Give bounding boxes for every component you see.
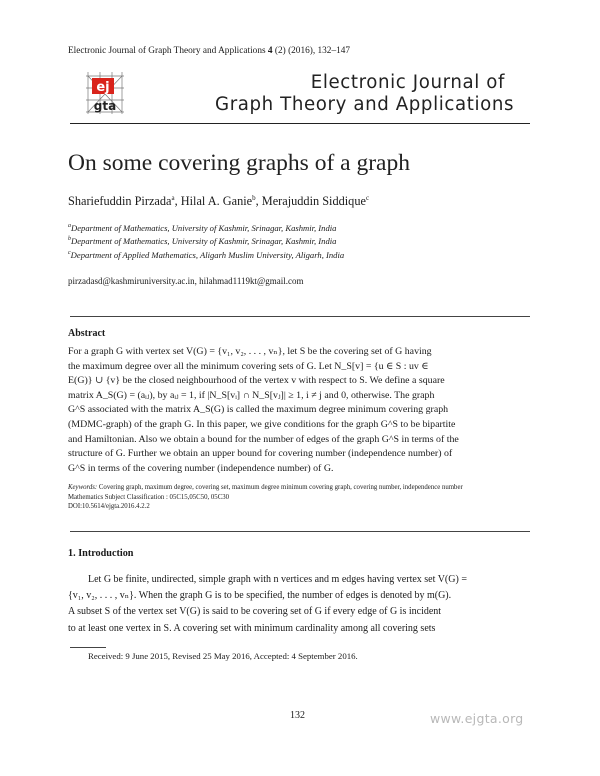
affiliation-b xyxy=(68,236,336,246)
affiliation-c-sup: c xyxy=(68,250,71,257)
abstract-line: matrix A_S(G) = (aᵢⱼ), by aᵢⱼ = 1, if |N_S[vᵢ] ∩ N_S[vⱼ]| ≥ 1, i ≠ j and 0, otherwise. The graph xyxy=(68,389,435,401)
journal-reference xyxy=(68,46,350,56)
abstract-line: E(G)} ∪ {v} be the closed neighbourhood of the vertex v with respect to S. We define a square xyxy=(68,375,445,387)
abstract-top-rule xyxy=(70,316,530,317)
keywords-text: Covering graph, maximum degree, covering set, maximum degree minimum covering graph, covering number, independence number xyxy=(97,484,463,491)
abstract-line: G^S associated with the matrix A_S(G) is called the maximum degree minimum covering graph xyxy=(68,404,449,416)
abstract-line: and Hamiltonian. Also we obtain a bound for the number of edges of the graph G^S in terms of the xyxy=(68,433,459,445)
introduction-body xyxy=(68,572,530,637)
keywords-label: Keywords: xyxy=(68,484,98,491)
abstract-line: For a graph G with vertex set V(G) = {v₁, v₂, . . . , vₙ}, let S be the covering set of G having xyxy=(68,346,432,357)
page-number: 132 xyxy=(290,710,305,721)
journal-ref-name: Electronic Journal of Graph Theory and Applications xyxy=(68,46,268,56)
journal-ref-issue: (2) (2016), 132–147 xyxy=(272,46,351,56)
journal-title-line1: Electronic Journal of xyxy=(310,72,505,93)
header-rule xyxy=(70,123,530,124)
svg-text:ej: ej xyxy=(96,80,110,95)
abstract-line: the maximum degree over all the minimum covering sets of G. Let N_S[v] = {u ∈ S : uv ∈ xyxy=(68,360,429,372)
author-1-sup: a xyxy=(171,194,175,202)
abstract-bottom-rule xyxy=(70,531,530,532)
affiliation-c xyxy=(68,250,344,260)
author-emails: pirzadasd@kashmiruniversity.ac.in, hilahmad1119kt@gmail.com xyxy=(68,276,304,286)
author-3: Merajuddin Siddique xyxy=(261,194,366,209)
authors: Shariefuddin Pirzada$^a$, Hilal A. Ganie$^b$, Merajuddin Siddique$^c$ xyxy=(68,194,370,209)
intro-line: Let G be finite, undirected, simple graph with n vertices and m edges having vertex set V(G) = xyxy=(88,574,467,585)
paper-title: On some covering graphs of a graph xyxy=(68,150,410,176)
abstract-heading: Abstract xyxy=(68,328,106,339)
ejgta-logo xyxy=(82,70,128,116)
abstract-line: (MDMC-graph) of the graph G. In this paper, we give conditions for the graph G^S to be bipartite xyxy=(68,418,456,430)
affiliation-a-text: Department of Mathematics, University of Kashmir, Srinagar, Kashmir, India xyxy=(71,223,337,233)
doi: DOI:10.5614/ejgta.2016.4.2.2 xyxy=(68,503,150,510)
abstract-line: G^S in terms of the covering number (independence number) of G. xyxy=(68,462,334,474)
keywords xyxy=(68,483,530,493)
author-1: Shariefuddin Pirzada xyxy=(68,194,172,209)
website-link[interactable]: www.ejgta.org xyxy=(430,711,524,726)
svg-text:gta: gta xyxy=(93,99,117,113)
intro-line: A subset S of the vertex set V(G) is said to be covering set of G if every edge of G is incident xyxy=(68,606,442,618)
affiliation-c-text: Department of Applied Mathematics, Aligarh Muslim University, Aligarh, India xyxy=(70,250,345,260)
journal-title xyxy=(215,72,515,116)
journal-volume: 4 xyxy=(267,46,273,56)
journal-title-line2: Graph Theory and Applications xyxy=(215,94,515,115)
author-2-sup: b xyxy=(252,194,256,202)
affiliation-a-sup: a xyxy=(68,223,71,230)
received-dates: Received: 9 June 2015, Revised 25 May 2016, Accepted: 4 September 2016. xyxy=(88,651,358,661)
affiliation-a xyxy=(68,223,336,233)
footnote-rule xyxy=(70,647,106,648)
intro-line: {v₁, v₂, . . . , vₙ}. When the graph G is to be specified, the number of edges is denoted by m(G). xyxy=(68,590,452,602)
msc-classification: Mathematics Subject Classification : 05C15,05C50, 05C30 xyxy=(68,493,230,501)
abstract-body xyxy=(68,345,530,476)
keywords-block xyxy=(68,483,530,512)
affiliation-b-text: Department of Mathematics, University of Kashmir, Srinagar, Kashmir, India xyxy=(71,236,337,246)
abstract-line: structure of G. Further we obtain an upper bound for covering number (independence number) of xyxy=(68,448,453,460)
author-2: Hilal A. Ganie xyxy=(180,194,253,209)
section-heading-introduction: 1. Introduction xyxy=(68,548,134,559)
intro-line: to at least one vertex in S. A covering set with minimum cardinality among all covering sets xyxy=(68,622,436,634)
affiliation-b-sup: b xyxy=(68,236,71,243)
author-3-sup: c xyxy=(365,194,370,202)
